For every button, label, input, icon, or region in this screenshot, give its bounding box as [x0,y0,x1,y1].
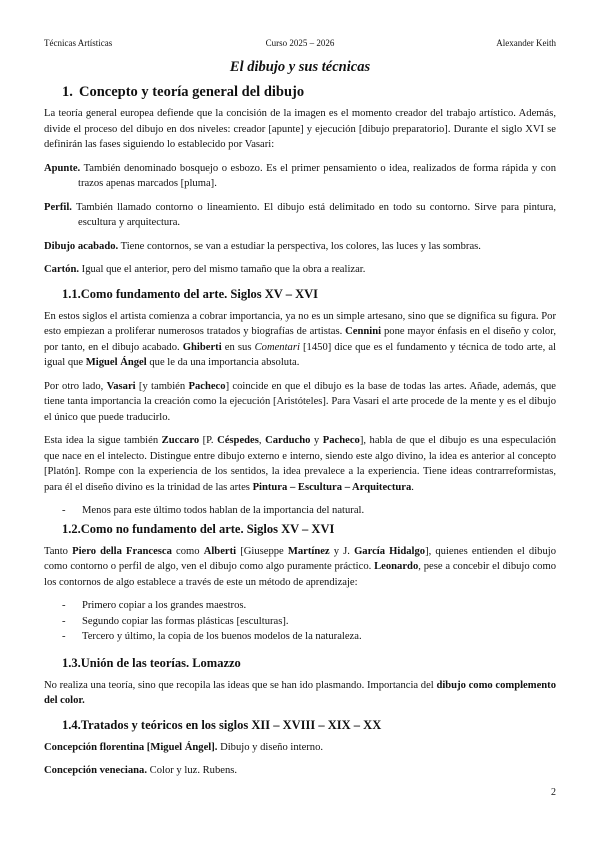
text-run: en sus [221,341,255,353]
phase-text: También denominado bosquejo o esbozo. Es el primer pensamiento o idea, realizados de forma rápida y con trazos apenas marcados [pluma]. [78,162,556,189]
name-garcia-hidalgo: García Hidalgo [354,545,426,557]
section-1-3-heading: 1.3.Unión de las teorías. Lomazzo [62,655,241,670]
name-cespedes: Céspedes [217,435,259,446]
dash-bullet: - [62,615,66,627]
list-item-text: Segundo copiar las formas plásticas [esculturas]. [82,615,289,627]
text-run: y [310,435,323,446]
phase-term: Apunte. [44,162,81,174]
section-1-1-paragraph-2 [44,379,556,426]
header-academic-year: Curso 2025 – 2026 [265,38,335,48]
section-1-1-paragraph-1 [44,309,556,371]
name-pacheco: Pacheco [322,435,360,446]
phase-perfil [44,200,556,231]
document-body [44,53,556,787]
name-piero-della-francesca: Piero della Francesca [72,545,172,557]
concepcion-term: Concepción veneciana. [44,765,147,776]
phase-dibujo-acabado [44,239,556,255]
page-header [44,37,556,49]
header-course-name: Técnicas Artísticas [44,38,113,48]
text-run: ], quienes entienden el dibujo como contorno o perfil de algo, ven el dibujo como algo puramente práctico. [44,545,557,572]
section-1-1-bullet-list [44,503,556,519]
dash-bullet: - [62,505,66,516]
text-run: En estos siglos el artista comienza a cobrar importancia, ya no es un simple artesano, sino que se dignifica su figura. Por esto empiezan a proliferar numerosos tratados y biografías de artistas. [44,310,556,337]
text-run: como [171,545,204,557]
section-1-1-paragraph-3 [44,433,556,495]
dash-bullet: - [62,631,66,642]
text-run: , [258,435,266,446]
header-author: Alexander Keith [496,38,556,48]
text-run: Esta idea la sigue también [44,435,162,446]
text-run: ] coincide en que el dibujo es la base de todas las artes. Añade, además, que tiene tanta importancia la creación como la ejecución [Aristóteles]. Para Vasari el arte procede de la mente y es el dibujo el único que puede traducirlo. [44,380,556,423]
list-item [44,598,556,614]
name-pacheco: Pacheco [188,380,226,392]
text-run: Tanto [44,545,73,557]
text-run: [1450] dice que es el fundamento y técnica de todo arte, al igual que [44,341,556,368]
concepcion-veneciana [44,763,556,779]
section-1-number: 1. [62,84,73,100]
name-zuccaro: Zuccaro [161,435,200,446]
concepcion-term: Concepción florentina [Miguel Ángel]. [44,741,218,753]
section-1-heading-text: Concepto y teoría general del dibujo [79,84,305,100]
concepcion-florentina [44,740,556,756]
dash-bullet: - [62,600,66,611]
list-item-text: Menos para este último todos hablan de la importancia del natural. [82,505,365,516]
phase-text: Tiene contornos, se van a estudiar la perspectiva, los colores, las luces y las sombras. [118,240,481,252]
text-run: [y también [135,380,189,392]
phase-term: Dibujo acabado. [44,240,119,252]
phase-term: Perfil. [44,201,72,213]
name-vasari: Vasari [106,380,136,392]
page-number: 2 [551,787,556,798]
text-run: Por otro lado, [44,380,107,392]
text-run: [P. [199,435,218,446]
section-1-1-heading: 1.1.Como fundamento del arte. Siglos XV – XVI [62,286,319,301]
emphasis-dibujo-complemento: dibujo como complemento del color. [44,679,556,706]
name-miguel-angel: Miguel Ángel [85,357,147,368]
text-run: [Giuseppe [236,545,288,557]
phase-term: Cartón. [44,264,80,275]
trinity-of-arts: Pintura – Escultura – Arquitectura [252,481,412,493]
text-run: No realiza una teoría, sino que recopila las ideas que se han ido plasmando. Importancia del [44,679,437,691]
phase-apunte [44,161,556,192]
work-title-comentari: Comentari [254,341,300,353]
text-run: ], habla de que el dibujo es una especulación que nace en el intelecto. Distingue entre dibujo externo e interno, siendo este algo divino, la idea es anterior al concepto [Platón]. Rompe con la experiencia de los sentidos, la idea prevalece a la experiencia. Tiene ideas contrarreformistas, para él el diseño divino es la trinidad de las artes [44,435,557,493]
section-1-2-heading: 1.2.Como no fundamento del arte. Siglos XV – XVI [62,521,335,536]
phase-carton [44,262,556,278]
name-leonardo: Leonardo [374,561,419,572]
name-carducho: Carducho [265,435,311,446]
list-item-text: Primero copiar a los grandes maestros. [82,600,247,611]
list-item [44,629,556,645]
list-item [44,614,556,630]
document-title: El dibujo y sus técnicas [229,59,371,75]
phase-text: Igual que el anterior, pero del mismo tamaño que la obra a realizar. [79,264,366,275]
concepcion-text: Dibujo y diseño interno. [217,741,324,753]
section-1-heading [44,83,556,101]
text-run: . [411,481,414,493]
text-run: y J. [329,545,355,557]
name-martinez: Martínez [287,545,330,557]
concepcion-text: Color y luz. Rubens. [147,765,238,776]
name-ghiberti: Ghiberti [182,341,222,353]
phase-text: También llamado contorno o lineamiento. El dibujo está delimitado en todo su contorno. Sirve para pintura, escultura y arquitectura. [71,201,556,228]
section-1-2-bullet-list [44,598,556,645]
list-item [44,503,556,519]
section-1-3-paragraph-1 [44,678,556,709]
name-cennini: Cennini [345,326,382,337]
text-run: pone mayor énfasis en el diseño y color, por tanto, en el dibujo acabado. [44,326,556,353]
section-1-intro: La teoría general europea defiende que la concisión de la imagen es el momento creador del trabajo artístico. Además, divide el proceso del dibujo en dos niveles: creador [apunte] y ejecución [dibujo preparatorio]. Durante el siglo XVI se definirán las fases siguiendo lo establecido por Vasari: [44,108,556,150]
list-item-text: Tercero y último, la copia de los buenos modelos de la naturaleza. [82,631,362,642]
name-alberti: Alberti [203,545,237,557]
text-run: que le da una importancia absoluta. [146,357,300,368]
section-1-4-heading: 1.4.Tratados y teóricos en los siglos XII – XVIII – XIX – XX [62,717,382,732]
section-1-2-paragraph-1 [44,544,556,591]
text-run: , pese a concebir el dibujo como los contornos de algo establece a través de este un método de aprendizaje: [44,561,556,588]
